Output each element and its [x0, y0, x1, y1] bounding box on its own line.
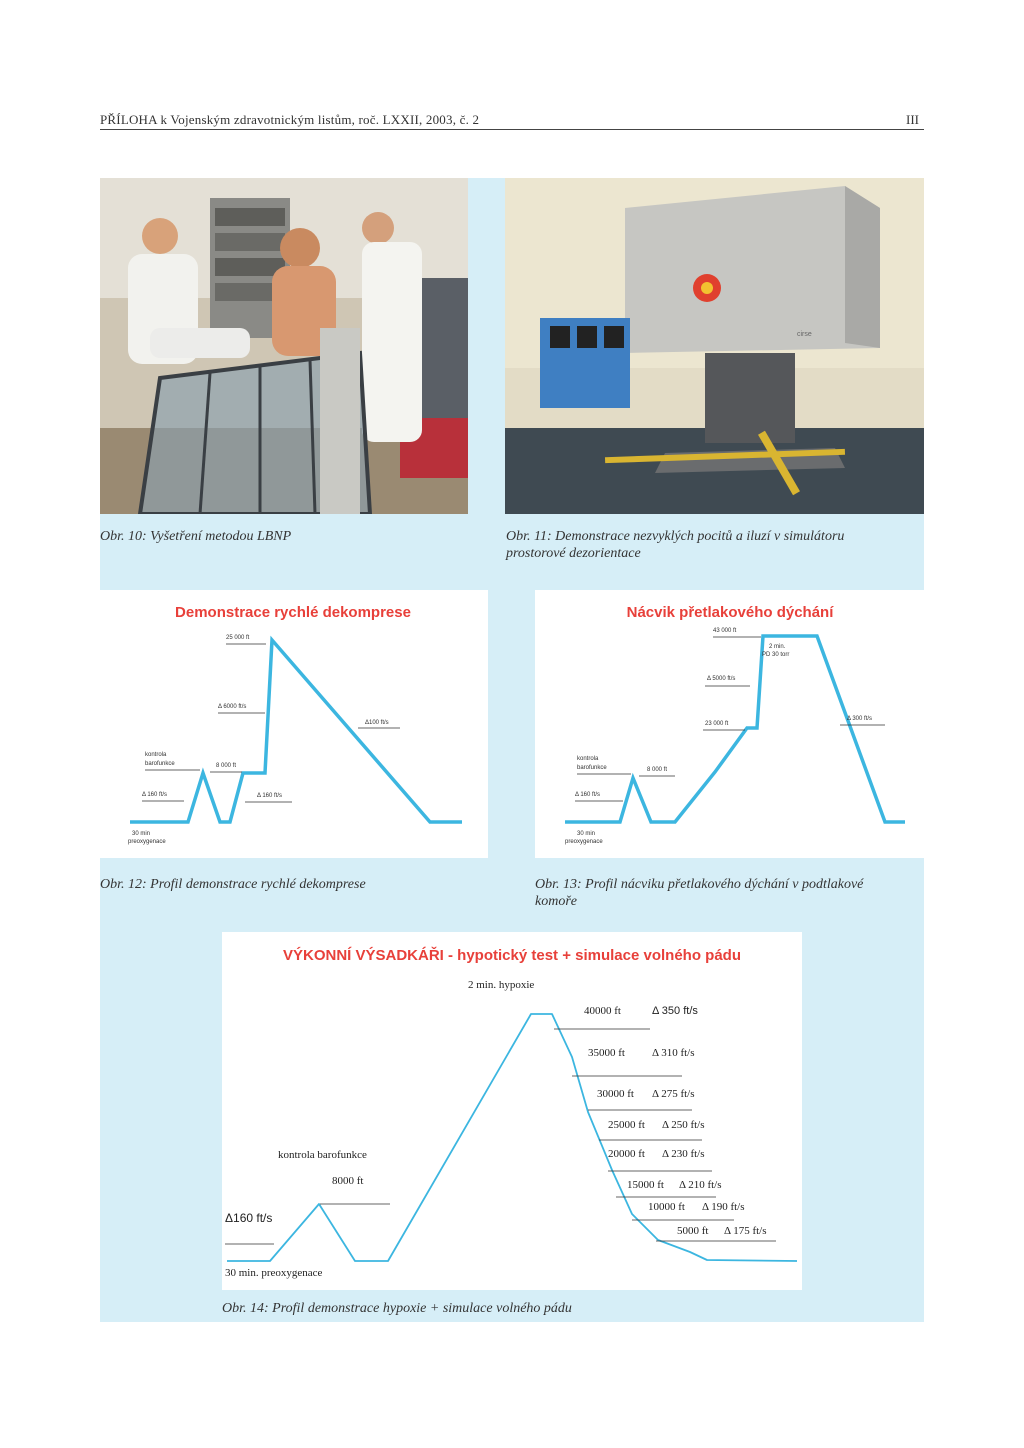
- chart13-label-300: Δ 300 ft/s: [847, 716, 873, 722]
- descent-label-15000: 15000 ft: [627, 1179, 664, 1191]
- descent-label-40000: 40000 ft: [584, 1005, 621, 1017]
- chart13-title: Nácvik přetlakového dýchání: [626, 604, 834, 621]
- simulator-photo: [505, 178, 924, 514]
- chart14-label-kontrola: kontrola barofunkce: [278, 1149, 367, 1161]
- chart14-descent-labels: [554, 1005, 776, 1241]
- descent-rate-250: Δ 250 ft/s: [662, 1119, 705, 1131]
- lbnp-photo: [100, 178, 468, 514]
- descent-label-35000: 35000 ft: [588, 1047, 625, 1059]
- chart13-label-pd30: PD 30 torr: [762, 652, 790, 658]
- descent-label-30000: 30000 ft: [597, 1088, 634, 1100]
- chart12-label-25000: 25 000 ft: [226, 635, 250, 641]
- chart13-label-5000: Δ 5000 ft/s: [707, 676, 736, 682]
- chart13-label-30min: 30 min: [577, 831, 596, 837]
- caption-fig13-line2: komoře: [535, 894, 577, 909]
- header-rule: [100, 129, 924, 130]
- chart13-label-preox: preoxygenace: [565, 839, 603, 845]
- descent-label-5000: 5000 ft: [677, 1225, 709, 1237]
- descent-rate-310: Δ 310 ft/s: [652, 1047, 695, 1059]
- chart14-profile: [227, 1014, 797, 1261]
- caption-fig14: Obr. 14: Profil demonstrace hypoxie + simulace volného pádu: [222, 1301, 572, 1316]
- chart13-profile: [565, 636, 905, 822]
- chart13-label-2min: 2 min.: [769, 644, 786, 650]
- hypoxia-freefall-chart: [222, 932, 802, 1290]
- descent-rate-230: Δ 230 ft/s: [662, 1148, 705, 1160]
- descent-label-10000: 10000 ft: [648, 1201, 685, 1213]
- chart13-label-160: Δ 160 ft/s: [575, 792, 601, 798]
- pressure-breathing-chart: [535, 590, 924, 858]
- chart12-label-160a: Δ 160 ft/s: [142, 792, 168, 798]
- descent-rate-350: Δ 350 ft/s: [652, 1005, 698, 1017]
- caption-fig12: Obr. 12: Profil demonstrace rychlé dekomprese: [100, 877, 366, 892]
- caption-fig13-line1: Obr. 13: Profil nácviku přetlakového dýchání v podtlakové: [535, 877, 864, 892]
- descent-rate-275: Δ 275 ft/s: [652, 1088, 695, 1100]
- chart12-label-kontrola: kontrola: [145, 752, 167, 758]
- chart13-label-8000: 8 000 ft: [647, 767, 668, 773]
- caption-fig11-line1: Obr. 11: Demonstrace nezvyklých pocitů a iluzí v simulátoru: [506, 529, 845, 544]
- chart14-label-preox: 30 min. preoxygenace: [225, 1267, 323, 1279]
- simulator-sign: cirse: [797, 331, 812, 338]
- chart13-label-43000: 43 000 ft: [713, 628, 737, 634]
- descent-label-20000: 20000 ft: [608, 1148, 645, 1160]
- chart12-label-8000: 8 000 ft: [216, 763, 237, 769]
- chart14-title: VÝKONNÍ VÝSADKÁŘI - hypotický test + simulace volného pádu: [282, 947, 742, 964]
- chart14-label-hypoxie: 2 min. hypoxie: [468, 979, 535, 991]
- chart14-label-8000: 8000 ft: [332, 1175, 364, 1187]
- page-number: III: [906, 112, 919, 127]
- chart12-label-160b: Δ 160 ft/s: [257, 793, 283, 799]
- descent-rate-190: Δ 190 ft/s: [702, 1201, 745, 1213]
- rapid-decompression-chart: [100, 590, 488, 858]
- chart12-profile: [130, 640, 462, 822]
- chart13-label-barofunkce: barofunkce: [577, 765, 607, 771]
- chart13-label-kontrola: kontrola: [577, 756, 599, 762]
- caption-fig11-line2: prostorové dezorientace: [506, 546, 641, 561]
- chart12-title: Demonstrace rychlé dekomprese: [175, 604, 411, 621]
- descent-rate-175: Δ 175 ft/s: [724, 1225, 767, 1237]
- descent-label-25000: 25000 ft: [608, 1119, 645, 1131]
- journal-header: PŘÍLOHA k Vojenským zdravotnickým listům, roč. LXXII, 2003, č. 2: [100, 112, 480, 127]
- chart12-label-30min: 30 min: [132, 831, 151, 837]
- caption-fig10: Obr. 10: Vyšetření metodou LBNP: [100, 529, 292, 544]
- chart12-label-barofunkce: barofunkce: [145, 761, 175, 767]
- chart14-label-160: Δ160 ft/s: [225, 1211, 273, 1225]
- chart13-label-23000: 23 000 ft: [705, 721, 729, 727]
- chart12-label-preox: preoxygenace: [128, 839, 166, 845]
- chart12-label-100: Δ100 ft/s: [365, 720, 389, 726]
- chart12-label-6000: Δ 6000 ft/s: [218, 704, 247, 710]
- descent-rate-210: Δ 210 ft/s: [679, 1179, 722, 1191]
